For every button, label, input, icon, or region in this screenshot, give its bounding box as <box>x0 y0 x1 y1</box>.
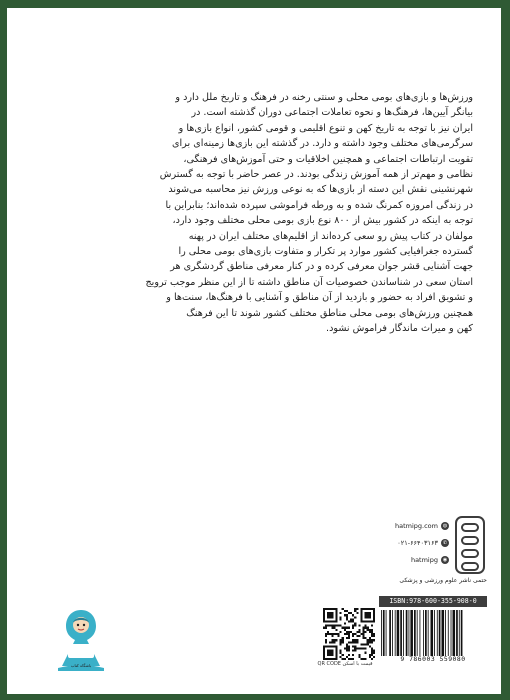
blurb-line: مولفان در کتاب پیش رو سعی کرده‌اند از اقلیم‌های مختلف ایران در پهنه <box>188 230 473 242</box>
globe-icon: ◍ <box>442 523 448 529</box>
blurb-text <box>90 90 473 337</box>
blurb-line: سرگرمی‌های مختلف وجود داشته و دارد. در گذشته این بازی‌ها زمینه‌ای برای <box>172 138 473 150</box>
barcode-digits: 9 786003 559080 <box>400 655 466 663</box>
blurb-line: ورزش‌ها و بازی‌های بومی محلی و سنتی رخنه در فرهنگ و تاریخ ملل دارد و <box>175 92 473 103</box>
blurb-line: در زندگی امروزه کمرنگ شده و به ورطه فراموشی سپرده شده‌اند؛ بنابراین با <box>165 199 473 211</box>
publisher-phone[interactable]: ۰۲۱-۶۶۴۰۳۱۶۳ ✆ <box>397 539 448 547</box>
blurb-line: بیانگر آیین‌ها، فرهنگ‌ها و نحوه تعاملات اجتماعی دوران گذشته است. در <box>191 107 473 119</box>
blurb-line: تقویت ارتباطات اجتماعی و همچنین اخلاقیات و حتی آموزش‌های فرهنگی، <box>183 153 473 165</box>
blurb-line: کهن و میراث ماندگار فراموش نشود. <box>326 323 473 335</box>
blurb-line: نظامی و مهم‌تر از همه آموزش زندگی بودند. در عصر حاضر با توجه به گسترش <box>159 169 473 181</box>
blurb-line: استان سعی در شناساندن خصوصیات آن مناطق داشته تا از این منظر موجب ترویج <box>145 276 473 288</box>
barcode <box>379 610 487 656</box>
publisher-instagram[interactable]: hatmipg ◉ <box>410 556 448 564</box>
instagram-icon: ◉ <box>442 557 448 563</box>
blurb-line: شهرنشینی نقش این دسته از بازی‌ها که به نوعی ورزش نیز محاسبه می‌شوند <box>168 184 473 196</box>
mascot-caption: باشگاه کتاب <box>70 663 92 668</box>
blurb-line: و تشویق افراد به حضور و بازدید از آن مناطق و آشنایی با فرهنگ‌ها، سنت‌ها و <box>166 292 473 304</box>
publisher-block <box>377 516 493 666</box>
back-cover <box>7 8 501 694</box>
qr-code[interactable] <box>323 608 375 660</box>
isbn-label: ISBN:978-600-355-908-0 <box>379 596 487 607</box>
blurb-line: توجه به اینکه در کشور بیش از ۸۰۰ نوع بازی بومی محلی مختلف وجود دارد، <box>172 215 473 227</box>
publisher-website[interactable]: hatmipg.com ◍ <box>395 522 448 530</box>
blurb-line: ایران نیز با توجه به تاریخ کهن و تنوع اقلیمی و قومی کشور، انواع بازی‌ها و <box>178 122 473 134</box>
publisher-name: حتمی ناشر علوم ورزشی و پزشکی <box>399 577 487 584</box>
publisher-logo-icon <box>455 516 485 574</box>
phone-icon: ✆ <box>442 540 448 546</box>
blurb-line: جهت آشنایی قشر جوان معرفی کرده و در کنار معرفی مناطق گردشگری هر <box>170 261 473 273</box>
qr-caption: قیمت با اسکن QR CODE <box>317 661 373 667</box>
blurb-line: همچنین ورزش‌های بومی محلی مناطق مختلف کشور شوند تا این فرهنگ <box>186 307 473 319</box>
blurb-line: گسترده جغرافیایی کشور موارد پر تکرار و متفاوت بازی‌های بومی محلی را <box>178 246 473 258</box>
